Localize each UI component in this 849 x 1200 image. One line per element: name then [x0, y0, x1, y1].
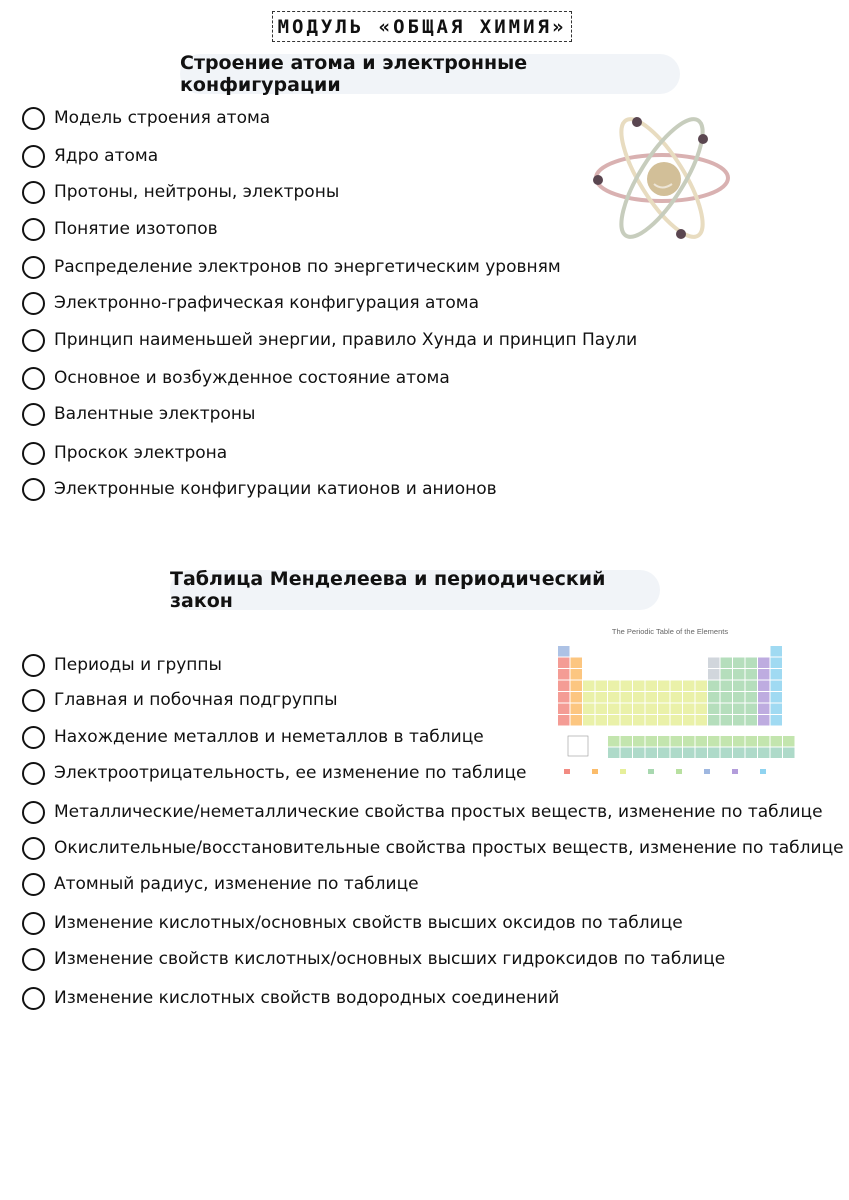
periodic-table-cell	[771, 669, 783, 680]
checkbox-circle[interactable]	[22, 329, 45, 352]
checkbox-circle[interactable]	[22, 292, 45, 315]
checkbox-circle[interactable]	[22, 689, 45, 712]
atom-electron	[698, 134, 708, 144]
periodic-table-cell	[683, 715, 695, 726]
periodic-table-cell	[658, 715, 670, 726]
checkbox-circle[interactable]	[22, 403, 45, 426]
periodic-table-legend-swatch	[760, 769, 766, 774]
periodic-table-cell	[658, 736, 670, 747]
periodic-table-cell	[771, 715, 783, 726]
periodic-table-cell	[733, 658, 745, 669]
periodic-table-cell	[558, 692, 570, 703]
periodic-table-cell	[558, 681, 570, 692]
periodic-table-cell	[558, 658, 570, 669]
checklist-item-label: Изменение свойств кислотных/основных высших гидроксидов по таблице	[54, 949, 726, 969]
checkbox-circle[interactable]	[22, 726, 45, 749]
periodic-table-image	[550, 624, 800, 782]
periodic-table-cell	[608, 736, 620, 747]
checklist-item[interactable]	[22, 944, 725, 974]
checklist-item-label: Главная и побочная подгруппы	[54, 690, 338, 710]
checklist-item[interactable]	[22, 797, 823, 827]
checkbox-circle[interactable]	[22, 873, 45, 896]
checklist-item[interactable]	[22, 650, 222, 680]
periodic-table-cell	[771, 736, 783, 747]
atom-electron	[632, 117, 642, 127]
checklist-item[interactable]	[22, 325, 637, 355]
checklist-item[interactable]	[22, 685, 338, 715]
periodic-table-cell	[733, 704, 745, 715]
periodic-table-legend-swatch	[648, 769, 654, 774]
periodic-table-cell	[658, 692, 670, 703]
section-heading-atom-structure: Строение атома и электронные конфигурации	[180, 54, 680, 94]
periodic-table-cell	[721, 669, 733, 680]
periodic-table-cell	[633, 715, 645, 726]
periodic-table-cell	[758, 692, 770, 703]
periodic-table-cell	[571, 704, 583, 715]
periodic-table-cell	[708, 658, 720, 669]
checklist-item-label: Электронные конфигурации катионов и анионов	[54, 479, 497, 499]
atom-electron	[676, 229, 686, 239]
checklist-item[interactable]	[22, 869, 419, 899]
periodic-table-cell	[746, 736, 758, 747]
periodic-table-cell	[646, 748, 658, 759]
periodic-table-cell	[558, 715, 570, 726]
periodic-table-cell	[571, 658, 583, 669]
checkbox-circle[interactable]	[22, 181, 45, 204]
periodic-table-cell	[671, 692, 683, 703]
periodic-table-cell	[633, 748, 645, 759]
periodic-table-cell	[558, 704, 570, 715]
checkbox-circle[interactable]	[22, 107, 45, 130]
periodic-table-cell	[771, 658, 783, 669]
periodic-table-cell	[696, 748, 708, 759]
checklist-item[interactable]	[22, 399, 255, 429]
periodic-table-cell	[721, 736, 733, 747]
periodic-table-cell	[771, 748, 783, 759]
periodic-table-cell	[558, 646, 570, 657]
checklist-item[interactable]	[22, 722, 484, 752]
periodic-table-cell	[746, 748, 758, 759]
periodic-table-cell	[721, 715, 733, 726]
periodic-table-cell	[721, 681, 733, 692]
periodic-table-cell	[783, 736, 795, 747]
periodic-table-cell	[758, 681, 770, 692]
periodic-table-cell	[621, 681, 633, 692]
checklist-item-label: Принцип наименьшей энергии, правило Хунда и принцип Паули	[54, 330, 638, 350]
checkbox-circle[interactable]	[22, 145, 45, 168]
periodic-table-title: The Periodic Table of the Elements	[611, 627, 729, 636]
periodic-table-cell	[596, 681, 608, 692]
periodic-table-cell	[783, 748, 795, 759]
checklist-item[interactable]	[22, 252, 561, 282]
periodic-table-key-box	[568, 736, 588, 756]
periodic-table-cell	[621, 692, 633, 703]
checklist-item[interactable]	[22, 177, 339, 207]
periodic-table-cell	[646, 736, 658, 747]
checkbox-circle[interactable]	[22, 837, 45, 860]
checklist-item-label: Проскок электрона	[54, 443, 228, 463]
checklist-item-label: Протоны, нейтроны, электроны	[54, 182, 340, 202]
periodic-table-cell	[696, 681, 708, 692]
checklist-item[interactable]	[22, 474, 497, 504]
periodic-table-cell	[658, 681, 670, 692]
checklist-item-label: Модель строения атома	[54, 108, 271, 128]
periodic-table-cell	[608, 715, 620, 726]
periodic-table-cell	[746, 669, 758, 680]
checklist-item[interactable]	[22, 103, 270, 133]
periodic-table-cell	[671, 748, 683, 759]
periodic-table-cell	[708, 715, 720, 726]
periodic-table-legend-swatch	[732, 769, 738, 774]
periodic-table-legend-swatch	[592, 769, 598, 774]
periodic-table-cell	[583, 704, 595, 715]
periodic-table-cell	[608, 692, 620, 703]
periodic-table-cell	[658, 748, 670, 759]
checklist-item[interactable]	[22, 758, 527, 788]
checklist-item-label: Периоды и группы	[54, 655, 222, 675]
periodic-table-cell	[771, 692, 783, 703]
checklist-item-label: Изменение кислотных свойств водородных соединений	[54, 988, 560, 1008]
checkbox-circle[interactable]	[22, 948, 45, 971]
checklist-item-label: Атомный радиус, изменение по таблице	[54, 874, 419, 894]
periodic-table-cell	[758, 658, 770, 669]
periodic-table-cell	[708, 704, 720, 715]
periodic-table-cell	[733, 736, 745, 747]
periodic-table-cell	[733, 669, 745, 680]
checkbox-circle[interactable]	[22, 654, 45, 677]
periodic-table-cell	[683, 736, 695, 747]
checklist-item-label: Основное и возбужденное состояние атома	[54, 368, 450, 388]
periodic-table-legend-swatch	[620, 769, 626, 774]
checklist-item-label: Валентные электроны	[54, 404, 256, 424]
checklist-item-label: Электроотрицательность, ее изменение по таблице	[54, 763, 527, 783]
periodic-table-cell	[558, 669, 570, 680]
periodic-table-cell	[708, 736, 720, 747]
periodic-table-cell	[683, 704, 695, 715]
periodic-table-cell	[596, 692, 608, 703]
checkbox-circle[interactable]	[22, 218, 45, 241]
checklist-item[interactable]	[22, 141, 158, 171]
periodic-table-cell	[708, 692, 720, 703]
periodic-table-cell	[721, 692, 733, 703]
periodic-table-cell	[721, 704, 733, 715]
periodic-table-cell	[646, 715, 658, 726]
checkbox-circle[interactable]	[22, 987, 45, 1010]
periodic-table-cell	[633, 681, 645, 692]
periodic-table-cell	[733, 681, 745, 692]
checkbox-circle[interactable]	[22, 256, 45, 279]
checklist-item-label: Электронно-графическая конфигурация атома	[54, 293, 479, 313]
periodic-table-cell	[683, 681, 695, 692]
periodic-table-cell	[758, 736, 770, 747]
periodic-table-cell	[721, 658, 733, 669]
checkbox-circle[interactable]	[22, 367, 45, 390]
periodic-table-cell	[583, 692, 595, 703]
periodic-table-cell	[733, 692, 745, 703]
periodic-table-cell	[721, 748, 733, 759]
periodic-table-cell	[671, 681, 683, 692]
periodic-table-cell	[633, 704, 645, 715]
periodic-table-cell	[596, 715, 608, 726]
checklist-item[interactable]	[22, 908, 683, 938]
checklist-item-label: Ядро атома	[54, 146, 159, 166]
atom-nucleus	[647, 162, 681, 196]
periodic-table-cell	[733, 748, 745, 759]
checklist-item-label: Понятие изотопов	[54, 219, 218, 239]
periodic-table-cell	[683, 692, 695, 703]
periodic-table-cell	[696, 704, 708, 715]
periodic-table-legend-swatch	[676, 769, 682, 774]
periodic-table-cell	[696, 736, 708, 747]
periodic-table-cell	[733, 715, 745, 726]
periodic-table-cell	[621, 704, 633, 715]
checklist-item[interactable]	[22, 438, 227, 468]
periodic-table-cell	[708, 669, 720, 680]
checklist-item[interactable]	[22, 363, 450, 393]
periodic-table-cell	[758, 704, 770, 715]
periodic-table-cell	[571, 692, 583, 703]
periodic-table-cell	[746, 658, 758, 669]
periodic-table-legend-swatch	[704, 769, 710, 774]
periodic-table-cell	[571, 715, 583, 726]
periodic-table-cell	[746, 704, 758, 715]
periodic-table-cell	[758, 715, 770, 726]
periodic-table-cell	[571, 669, 583, 680]
periodic-table-cell	[746, 692, 758, 703]
section-heading-periodic-table: Таблица Менделеева и периодический закон	[170, 570, 660, 610]
periodic-table-cell	[633, 692, 645, 703]
periodic-table-cell	[646, 692, 658, 703]
periodic-table-cell	[621, 736, 633, 747]
checklist-item[interactable]	[22, 214, 218, 244]
periodic-table-cell	[658, 704, 670, 715]
periodic-table-cell	[646, 704, 658, 715]
checklist-item-label: Окислительные/восстановительные свойства простых веществ, изменение по таблице	[54, 838, 844, 858]
periodic-table-cell	[696, 692, 708, 703]
periodic-table-cell	[596, 704, 608, 715]
periodic-table-cell	[708, 681, 720, 692]
module-title: МОДУЛЬ «ОБЩАЯ ХИМИЯ»	[272, 11, 572, 42]
periodic-table-cell	[646, 681, 658, 692]
checkbox-circle[interactable]	[22, 478, 45, 501]
periodic-table-cell	[696, 715, 708, 726]
periodic-table-cell	[671, 736, 683, 747]
periodic-table-cell	[608, 681, 620, 692]
periodic-table-cell	[608, 704, 620, 715]
periodic-table-cell	[583, 681, 595, 692]
periodic-table-cell	[771, 646, 783, 657]
checklist-item-label: Изменение кислотных/основных свойств высших оксидов по таблице	[54, 913, 683, 933]
periodic-table-cell	[621, 715, 633, 726]
periodic-table-legend-swatch	[564, 769, 570, 774]
periodic-table-cell	[633, 736, 645, 747]
periodic-table-cell	[683, 748, 695, 759]
checkbox-circle[interactable]	[22, 442, 45, 465]
checkbox-circle[interactable]	[22, 762, 45, 785]
checklist-item-label: Нахождение металлов и неметаллов в таблице	[54, 727, 484, 747]
periodic-table-cell	[746, 681, 758, 692]
checklist-item-label: Распределение электронов по энергетическим уровням	[54, 257, 561, 277]
periodic-table-cell	[758, 669, 770, 680]
periodic-table-cell	[608, 748, 620, 759]
checklist-item-label: Металлические/неметаллические свойства простых веществ, изменение по таблице	[54, 802, 823, 822]
checkbox-circle[interactable]	[22, 801, 45, 824]
periodic-table-cell	[746, 715, 758, 726]
periodic-table-cell	[758, 748, 770, 759]
periodic-table-cell	[621, 748, 633, 759]
periodic-table-cell	[771, 704, 783, 715]
checklist-item[interactable]	[22, 288, 479, 318]
atom-electron	[593, 175, 603, 185]
periodic-table-cell	[671, 704, 683, 715]
checkbox-circle[interactable]	[22, 912, 45, 935]
periodic-table-cell	[571, 681, 583, 692]
checklist-item[interactable]	[22, 983, 559, 1013]
periodic-table-cell	[708, 748, 720, 759]
periodic-table-cell	[771, 681, 783, 692]
periodic-table-cell	[671, 715, 683, 726]
atom-illustration	[590, 112, 735, 247]
periodic-table-cell	[583, 715, 595, 726]
checklist-item[interactable]	[22, 833, 844, 863]
